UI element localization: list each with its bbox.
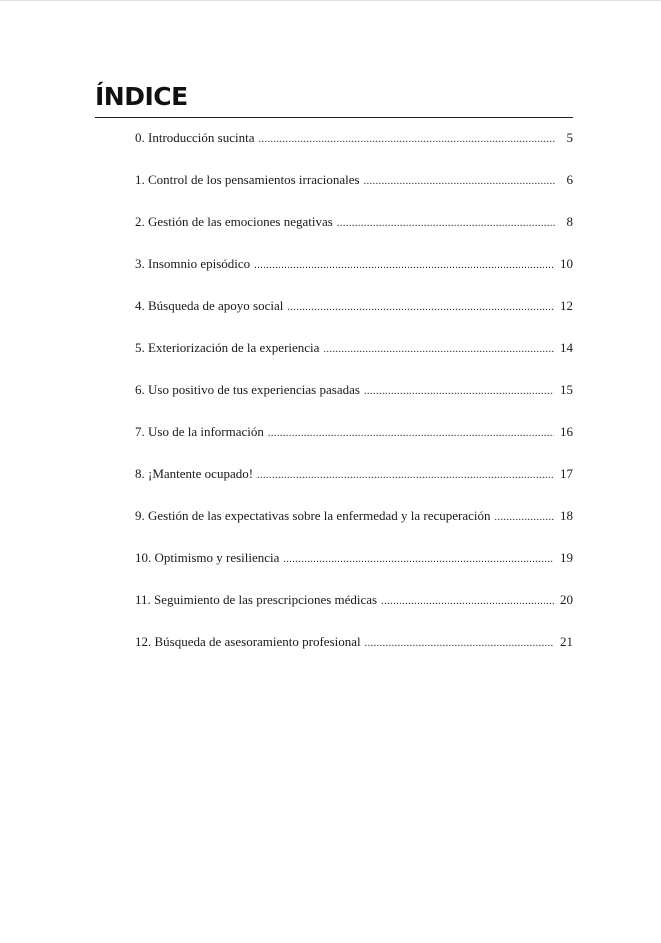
toc-entry-page: 6 bbox=[566, 172, 573, 187]
toc-entry[interactable] bbox=[135, 211, 573, 253]
toc-dot-leader bbox=[495, 509, 554, 526]
toc-entry[interactable] bbox=[135, 421, 573, 463]
toc-entry-page: 21 bbox=[560, 634, 573, 649]
toc-entry-label: 4. Búsqueda de apoyo social bbox=[135, 298, 284, 313]
toc-entry-page: 16 bbox=[560, 424, 573, 439]
toc-dot-leader bbox=[268, 425, 554, 442]
toc-entry[interactable] bbox=[135, 547, 573, 589]
toc-dot-leader bbox=[381, 593, 554, 610]
toc-entry[interactable] bbox=[135, 463, 573, 505]
toc-entry-page: 5 bbox=[566, 130, 573, 145]
toc-entry[interactable] bbox=[135, 589, 573, 631]
toc-entry-page: 15 bbox=[560, 382, 573, 397]
toc-entry-label: 10. Optimismo y resiliencia bbox=[135, 550, 280, 565]
toc-entry-label: 9. Gestión de las expectativas sobre la enfermedad y la recuperación bbox=[135, 508, 491, 523]
toc-entry-label: 5. Exteriorización de la experiencia bbox=[135, 340, 320, 355]
toc-entry-label: 0. Introducción sucinta bbox=[135, 130, 255, 145]
page-title: ÍNDICE bbox=[95, 82, 188, 111]
toc-entry-page: 14 bbox=[560, 340, 573, 355]
title-underline bbox=[95, 117, 573, 118]
toc-entry-page: 12 bbox=[560, 298, 573, 313]
toc-entry[interactable] bbox=[135, 295, 573, 337]
toc-entry-label: 8. ¡Mantente ocupado! bbox=[135, 466, 254, 481]
toc-dot-leader bbox=[287, 299, 554, 316]
toc-entry[interactable] bbox=[135, 379, 573, 421]
toc-entry-label: 11. Seguimiento de las prescripciones médicas bbox=[135, 592, 378, 607]
toc-entry-label: 1. Control de los pensamientos irracionales bbox=[135, 172, 360, 187]
toc-dot-leader bbox=[257, 467, 554, 484]
toc-entry[interactable] bbox=[135, 253, 573, 295]
toc-dot-leader bbox=[323, 341, 554, 358]
toc-entry[interactable] bbox=[135, 169, 573, 211]
toc-entry[interactable] bbox=[135, 631, 573, 673]
toc-entry-label: 12. Búsqueda de asesoramiento profesional bbox=[135, 634, 361, 649]
toc-entry[interactable] bbox=[135, 127, 573, 169]
toc-entry-page: 8 bbox=[566, 214, 573, 229]
toc-entry-page: 18 bbox=[560, 508, 573, 523]
toc-entry[interactable] bbox=[135, 505, 573, 547]
table-of-contents bbox=[135, 127, 573, 673]
toc-dot-leader bbox=[254, 257, 554, 274]
toc-entry-page: 10 bbox=[560, 256, 573, 271]
toc-dot-leader bbox=[283, 551, 554, 568]
toc-dot-leader bbox=[337, 215, 555, 232]
toc-dot-leader bbox=[364, 173, 555, 190]
toc-entry-page: 17 bbox=[560, 466, 573, 481]
toc-dot-leader bbox=[364, 383, 554, 400]
toc-entry-label: 2. Gestión de las emociones negativas bbox=[135, 214, 333, 229]
toc-dot-leader bbox=[259, 131, 556, 148]
toc-entry-label: 6. Uso positivo de tus experiencias pasadas bbox=[135, 382, 360, 397]
toc-entry-label: 3. Insomnio episódico bbox=[135, 256, 251, 271]
toc-entry[interactable] bbox=[135, 337, 573, 379]
toc-entry-label: 7. Uso de la información bbox=[135, 424, 264, 439]
toc-entry-page: 20 bbox=[560, 592, 573, 607]
toc-dot-leader bbox=[365, 635, 554, 652]
toc-entry-page: 19 bbox=[560, 550, 573, 565]
